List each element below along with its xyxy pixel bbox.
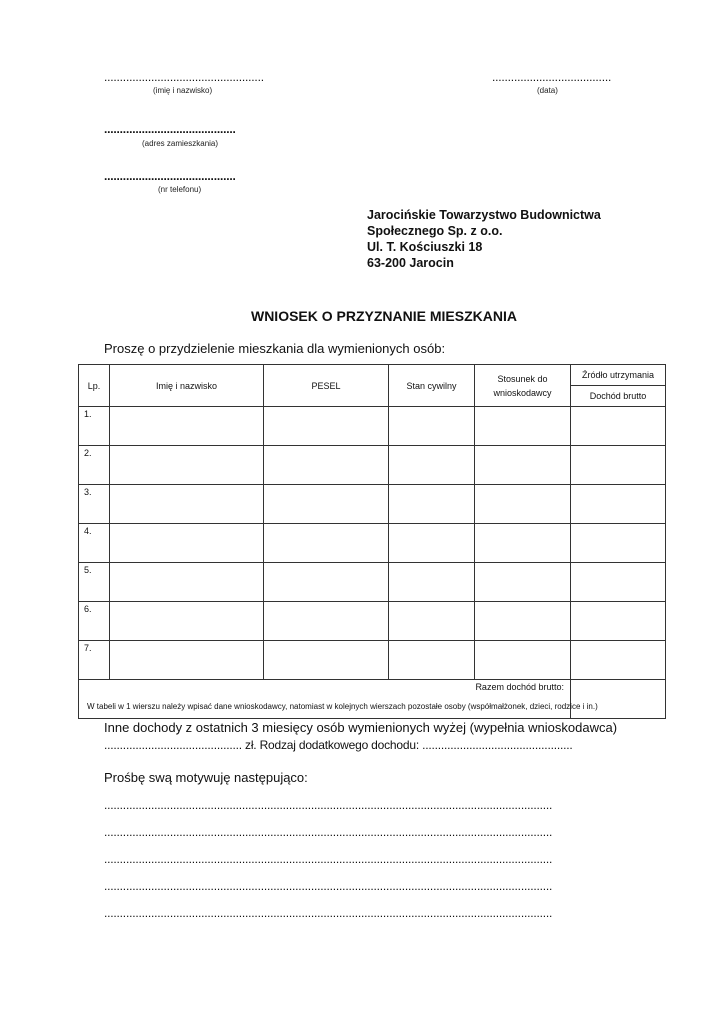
col-gross-income-header: Dochód brutto [571, 386, 666, 407]
income-cell[interactable] [571, 524, 666, 563]
motivation-line[interactable]: ............................................................................................................................................... [104, 825, 553, 839]
relation-cell[interactable] [475, 602, 571, 641]
applicants-table [78, 364, 666, 719]
table-row [79, 641, 666, 680]
name-label: (imię i nazwisko) [153, 86, 213, 95]
table-row [79, 407, 666, 446]
income-cell[interactable] [571, 407, 666, 446]
civil-status-cell[interactable] [389, 485, 475, 524]
address-label: (adres zamieszkania) [142, 139, 219, 148]
name-cell[interactable] [110, 485, 264, 524]
pesel-cell[interactable] [264, 602, 389, 641]
civil-status-cell[interactable] [389, 446, 475, 485]
motivation-line[interactable]: ............................................................................................................................................... [104, 852, 553, 866]
income-cell[interactable] [571, 485, 666, 524]
relation-cell[interactable] [475, 485, 571, 524]
document-title: WNIOSEK O PRZYZNANIE MIESZKANIA [250, 308, 517, 324]
table-row [79, 602, 666, 641]
total-row [79, 680, 666, 719]
name-cell[interactable] [110, 602, 264, 641]
table-row [79, 524, 666, 563]
table-row [79, 446, 666, 485]
income-cell[interactable] [571, 641, 666, 680]
relation-cell[interactable] [475, 524, 571, 563]
income-cell[interactable] [571, 446, 666, 485]
motivation-line[interactable]: ............................................................................................................................................... [104, 798, 553, 812]
intro-text: Proszę o przydzielenie mieszkania dla wymienionych osób: [104, 341, 446, 356]
row-number: 7. [79, 641, 110, 680]
name-cell[interactable] [110, 407, 264, 446]
civil-status-cell[interactable] [389, 602, 475, 641]
relation-cell[interactable] [475, 446, 571, 485]
phone-dots: .......................................... [104, 169, 236, 183]
col-pesel-header: PESEL [264, 365, 389, 407]
row-number: 6. [79, 602, 110, 641]
relation-cell[interactable] [475, 563, 571, 602]
other-income-fill-line[interactable]: ............................................ zł. Rodzaj dodatkowego dochodu: ................................................ [104, 738, 573, 752]
other-income-text: Inne dochody z ostatnich 3 miesięcy osób wymienionych wyżej (wypełnia wnioskodawca) [104, 720, 618, 735]
civil-status-cell[interactable] [389, 641, 475, 680]
col-relation-header: Stosunek do wnioskodawcy [475, 365, 571, 407]
motivation-line[interactable]: ............................................................................................................................................... [104, 906, 553, 920]
recipient-line-1: Jarocińskie Towarzystwo Budownictwa [367, 208, 601, 222]
col-civil-status-header: Stan cywilny [389, 365, 475, 407]
name-dots: ................................................... [104, 70, 264, 84]
pesel-cell[interactable] [264, 407, 389, 446]
pesel-cell[interactable] [264, 524, 389, 563]
recipient-line-3: Ul. T. Kościuszki 18 [367, 240, 483, 254]
table-row [79, 563, 666, 602]
civil-status-cell[interactable] [389, 524, 475, 563]
motivation-heading: Prośbę swą motywuję następująco: [104, 770, 308, 785]
civil-status-cell[interactable] [389, 563, 475, 602]
total-income-label: Razem dochód brutto: [79, 680, 571, 719]
col-lp-header: Lp. [79, 365, 110, 407]
row-number: 5. [79, 563, 110, 602]
civil-status-cell[interactable] [389, 407, 475, 446]
table-row [79, 485, 666, 524]
name-cell[interactable] [110, 641, 264, 680]
pesel-cell[interactable] [264, 641, 389, 680]
pesel-cell[interactable] [264, 563, 389, 602]
row-number: 1. [79, 407, 110, 446]
row-number: 3. [79, 485, 110, 524]
row-number: 2. [79, 446, 110, 485]
income-cell[interactable] [571, 563, 666, 602]
date-dots: ...................................... [492, 70, 612, 84]
address-dots: .......................................... [104, 122, 236, 136]
motivation-line[interactable]: ............................................................................................................................................... [104, 879, 553, 893]
table-note: W tabeli w 1 wierszu należy wpisać dane wnioskodawcy, natomiast w kolejnych wierszach pozostałe osoby (współmałżonek, dzieci, rodzice i in.) [87, 702, 598, 711]
total-income-cell[interactable] [571, 680, 666, 719]
recipient-line-4: 63-200 Jarocin [367, 256, 454, 270]
income-cell[interactable] [571, 602, 666, 641]
relation-cell[interactable] [475, 641, 571, 680]
name-cell[interactable] [110, 524, 264, 563]
name-cell[interactable] [110, 446, 264, 485]
pesel-cell[interactable] [264, 485, 389, 524]
pesel-cell[interactable] [264, 446, 389, 485]
recipient-address [367, 207, 601, 271]
col-name-header: Imię i nazwisko [110, 365, 264, 407]
row-number: 4. [79, 524, 110, 563]
recipient-line-2: Społecznego Sp. z o.o. [367, 224, 503, 238]
relation-cell[interactable] [475, 407, 571, 446]
name-cell[interactable] [110, 563, 264, 602]
col-income-source-header: Źródło utrzymania [571, 365, 666, 386]
phone-label: (nr telefonu) [158, 185, 202, 194]
date-label: (data) [537, 86, 558, 95]
